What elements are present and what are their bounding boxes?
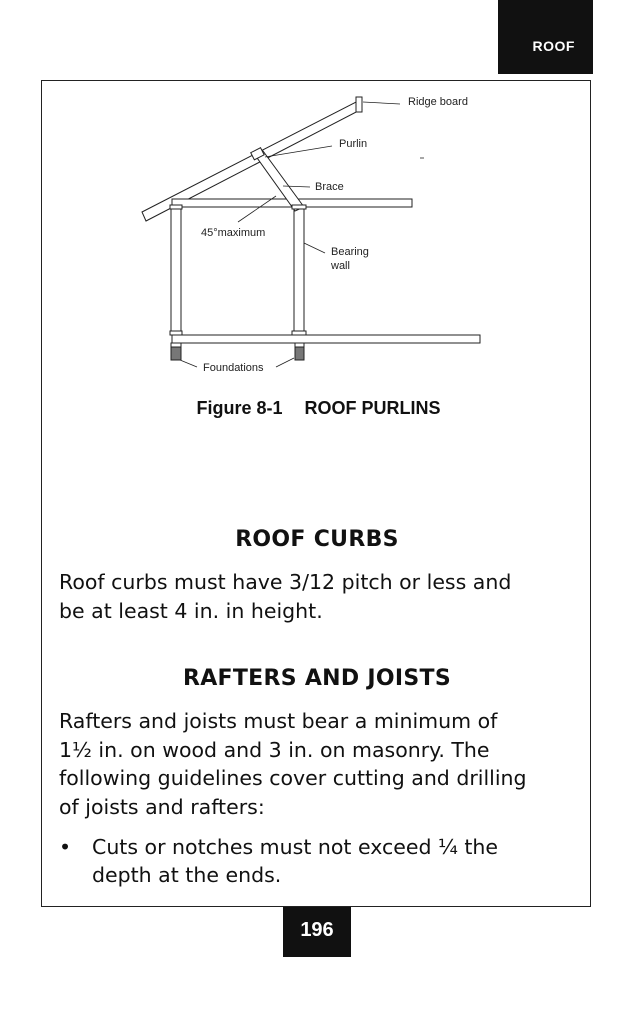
rafters-line-1: Rafters and joists must bear a minimum of — [59, 709, 498, 733]
bullet-symbol: • — [59, 835, 72, 859]
figure-caption — [0, 398, 637, 419]
bullet-line-2: depth at the ends. — [92, 863, 282, 887]
page-number: 196 — [283, 907, 351, 957]
roof-curbs-line-1: Roof curbs must have 3/12 pitch or less and — [59, 570, 512, 594]
rafters-paragraph — [59, 707, 579, 821]
rafters-line-3: following guidelines cover cutting and drilling — [59, 766, 527, 790]
label-brace: Brace — [315, 181, 344, 193]
rafters-line-2: 1½ in. on wood and 3 in. on masonry. The — [59, 737, 490, 762]
leader-foundation-right — [276, 358, 294, 367]
label-ridge-board: Ridge board — [408, 96, 468, 108]
caption-number: Figure 8-1 — [196, 398, 283, 418]
label-bearing-wall-line2: wall — [331, 260, 350, 272]
section-tab-label: ROOF — [532, 38, 575, 54]
label-bearing-wall-line1: Bearing — [331, 246, 369, 258]
floor-joist — [172, 335, 480, 343]
bullet-line-1: Cuts or notches must not exceed ¼ the — [92, 835, 499, 859]
caption-title: ROOF PURLINS — [304, 398, 441, 418]
bullet-text — [92, 833, 572, 889]
roof-curbs-line-2: be at least 4 in. in height. — [59, 598, 323, 623]
heading-rafters-joists: RAFTERS AND JOISTS — [182, 666, 451, 691]
leader-foundation-left — [180, 360, 197, 367]
ridge-board — [356, 97, 362, 112]
heading-roof-curbs: ROOF CURBS — [235, 527, 399, 552]
bearing-wall — [294, 207, 304, 335]
foundation-left — [171, 346, 181, 360]
roof-curbs-paragraph — [59, 568, 579, 625]
exterior-wall — [171, 207, 181, 335]
roof-purlins-diagram — [0, 0, 637, 400]
label-angle: 45°maximum — [201, 227, 266, 239]
leader-bearing — [304, 243, 325, 253]
label-purlin: Purlin — [339, 138, 368, 150]
leader-ridge — [363, 102, 400, 104]
rafters-line-4: of joists and rafters: — [59, 794, 265, 819]
foundation-right — [295, 346, 304, 360]
label-foundations: Foundations — [203, 362, 264, 374]
